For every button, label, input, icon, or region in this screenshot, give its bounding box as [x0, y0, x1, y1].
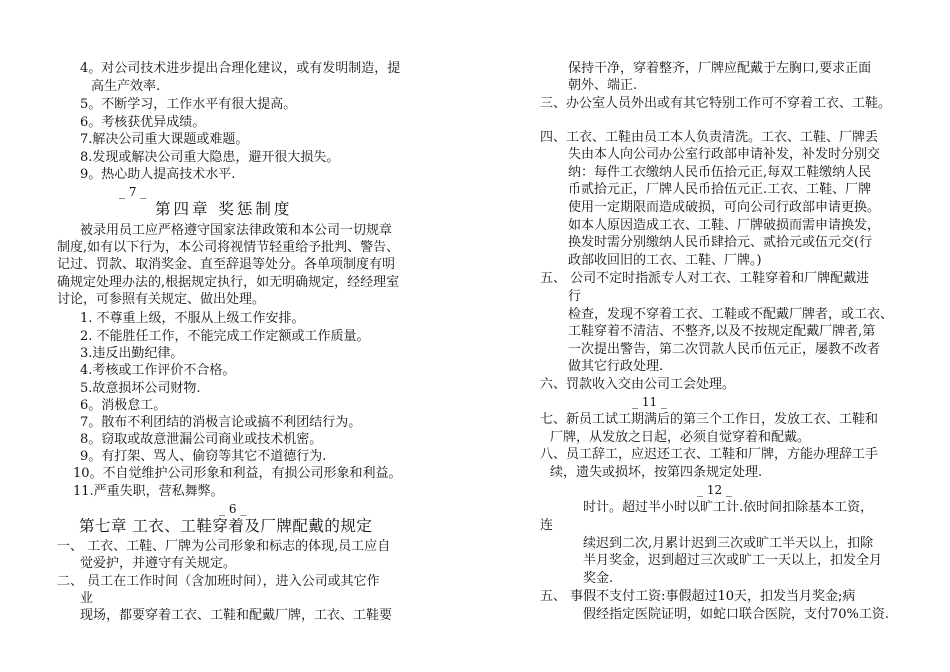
penalty-item-10: 10。不自觉维护公司形象和利益，有损公司形象和利益。 — [73, 466, 402, 481]
chapter-7-clause-2-cont: 业 — [80, 591, 94, 606]
chapter-4-intro: 确规定处理办法的,根据规定执行，如无明确规定，经经理室 — [57, 275, 400, 290]
chapter-4-title: 第四章 奖惩制度 — [155, 200, 293, 218]
chapter-7-clause-1: 一、 工衣、工鞋、厂牌为公司形象和标志的体现,员工应自 — [57, 539, 391, 554]
reward-item-9: 9。热心助人提高技术水平. — [80, 167, 236, 182]
chapter-4-intro: 讨论，可参照有关规定、做出处理。 — [57, 292, 266, 307]
text-line: 币贰拾元正，厂牌人民币拾伍元正.工衣、工鞋、厂牌 — [568, 182, 872, 197]
penalty-item-7: 7。散布不利团结的消极言论或搞不利团结行为。 — [80, 415, 362, 430]
penalty-item-5: 5.故意损坏公司财物. — [80, 381, 201, 396]
penalty-item-1: 1. 不尊重上级，不服从上级工作安排。 — [80, 311, 305, 326]
penalty-item-9: 9。有打架、骂人、偷窃等其它不道德行为. — [80, 449, 327, 464]
penalty-item-4: 4.考核或工作评价不合格。 — [80, 363, 236, 378]
clause-5: 五、 公司不定时指派专人对工衣、工鞋穿着和厂牌配戴进 — [540, 271, 870, 286]
chapter-4-intro: 制度,如有以下行为，本公司将视情节轻重给予批判、警告、 — [57, 240, 400, 255]
text-line: 纳：每件工衣缴纳人民币伍拾元正,每双工鞋缴纳人民 — [568, 165, 872, 180]
penalty-item-11: 11.严重失职，营私舞弊。 — [73, 484, 224, 499]
text-line: 检查，发现不穿着工衣、工鞋或不配戴厂牌者，或工衣、 — [568, 307, 894, 322]
clause-6: 六、罚款收入交由公司工会处理。 — [540, 377, 736, 392]
page-number: _ 11 _ — [632, 395, 667, 409]
chapter-7-clause-1-cont: 觉爱护，并遵守有关规定。 — [80, 556, 237, 571]
penalty-item-6: 6。消极怠工。 — [80, 398, 167, 413]
reward-item-4: 4。对公司技术进步提出合理化建议，或有发明制造，提 — [80, 61, 401, 76]
penalty-item-2: 2. 不能胜任工作，不能完成工作定额或工作质量。 — [80, 329, 370, 344]
clause-4: 四、工衣、工鞋由员工本人负责清洗。工衣、工鞋、厂牌丢 — [540, 130, 879, 145]
penalty-item-3: 3.违反出勤纪律。 — [80, 346, 184, 361]
text-line: 行 — [568, 289, 582, 304]
text-line: 工鞋穿着不清洁、不整齐,以及不按规定配戴厂牌者,第 — [568, 324, 876, 339]
clause-5-leave: 五、 事假不支付工资:事假超过10天，扣发当月奖金;病 — [540, 589, 856, 604]
text-line: 续，遗失或损坏，按第四条规定处理. — [550, 465, 763, 480]
text-line: 时计。超过半小时以旷工计.依时间扣除基本工资， — [583, 500, 874, 515]
text-line: 续迟到二次,月累计迟到三次或旷工半天以上，扣除 — [583, 536, 874, 551]
text-line: 政部收回旧的工衣、工鞋、厂牌。) — [568, 253, 762, 268]
reward-item-7: 7.解决公司重大课题或难题。 — [80, 132, 249, 147]
chapter-7-clause-2-cont: 现场，都要穿着工衣、工鞋和配戴厂牌，工衣、工鞋要 — [80, 608, 393, 623]
chapter-7-clause-2: 二、 员工在工作时间（含加班时间），进入公司或其它作 — [57, 574, 380, 589]
text-line: 连 — [540, 518, 554, 533]
text-line: 失由本人向公司办公室行政部申请补发，补发时分别交 — [568, 147, 881, 162]
page-number: _ 12 _ — [697, 483, 732, 497]
text-line: 做其它行政处理. — [568, 359, 664, 374]
page-number: _ 6 _ — [219, 502, 247, 516]
clause-3: 三、办公室人员外出或有其它特别工作可不穿着工衣、工鞋。 — [540, 96, 892, 111]
text-line: 奖金. — [583, 571, 614, 586]
chapter-7-title: 第七章 工衣、工鞋穿着及厂牌配戴的规定 — [79, 517, 373, 535]
text-line: 如本人原因造成工衣、工鞋、厂牌破损而需申请换发， — [568, 218, 881, 233]
reward-item-6: 6。考核获优异成绩。 — [80, 115, 206, 130]
reward-item-8: 8.发现或解决公司重大隐患，避开很大损失。 — [80, 150, 340, 165]
clause-8: 八、员工辞工，应迟还工衣、工鞋和厂牌，方能办理辞工手 — [540, 447, 879, 462]
reward-item-4-cont: 高生产效率. — [91, 79, 161, 94]
clause-7: 七、新员工试工期满后的第三个工作日，发放工衣、工鞋和 — [540, 412, 879, 427]
text-line: 半月奖金，迟到超过三次或旷工一天以上，扣发全月 — [583, 553, 883, 568]
penalty-item-8: 8。窃取或故意泄漏公司商业或技术机密。 — [80, 432, 323, 447]
text-line: 假经指定医院证明，如蛇口联合医院，支付70%工资. — [583, 607, 890, 622]
chapter-4-intro: 记过、罚款、取消奖金、直至辞退等处分。各单项制度有明 — [57, 257, 396, 272]
text-line: 厂牌，从发放之日起，必须自觉穿着和配戴。 — [550, 430, 811, 445]
text-line: 换发时需分别缴纳人民币肆拾元、贰拾元或伍元交(行 — [568, 235, 873, 250]
reward-item-5: 5。不断学习，工作水平有很大提高。 — [80, 97, 297, 112]
text-line: 保持干净，穿着整齐，厂牌应配戴于左胸口,要求正面 — [568, 61, 872, 76]
text-line: 使用一定期限而造成破损，可向公司行政部申请更换。 — [568, 200, 881, 215]
chapter-4-intro: 被录用员工应严格遵守国家法律政策和本公司一切规章 — [80, 223, 393, 238]
page-number: _ 7 _ — [119, 185, 147, 199]
text-line: 一次提出警告，第二次罚款人民币伍元正，屡教不改者 — [568, 342, 881, 357]
text-line: 朝外、端正. — [568, 78, 638, 93]
